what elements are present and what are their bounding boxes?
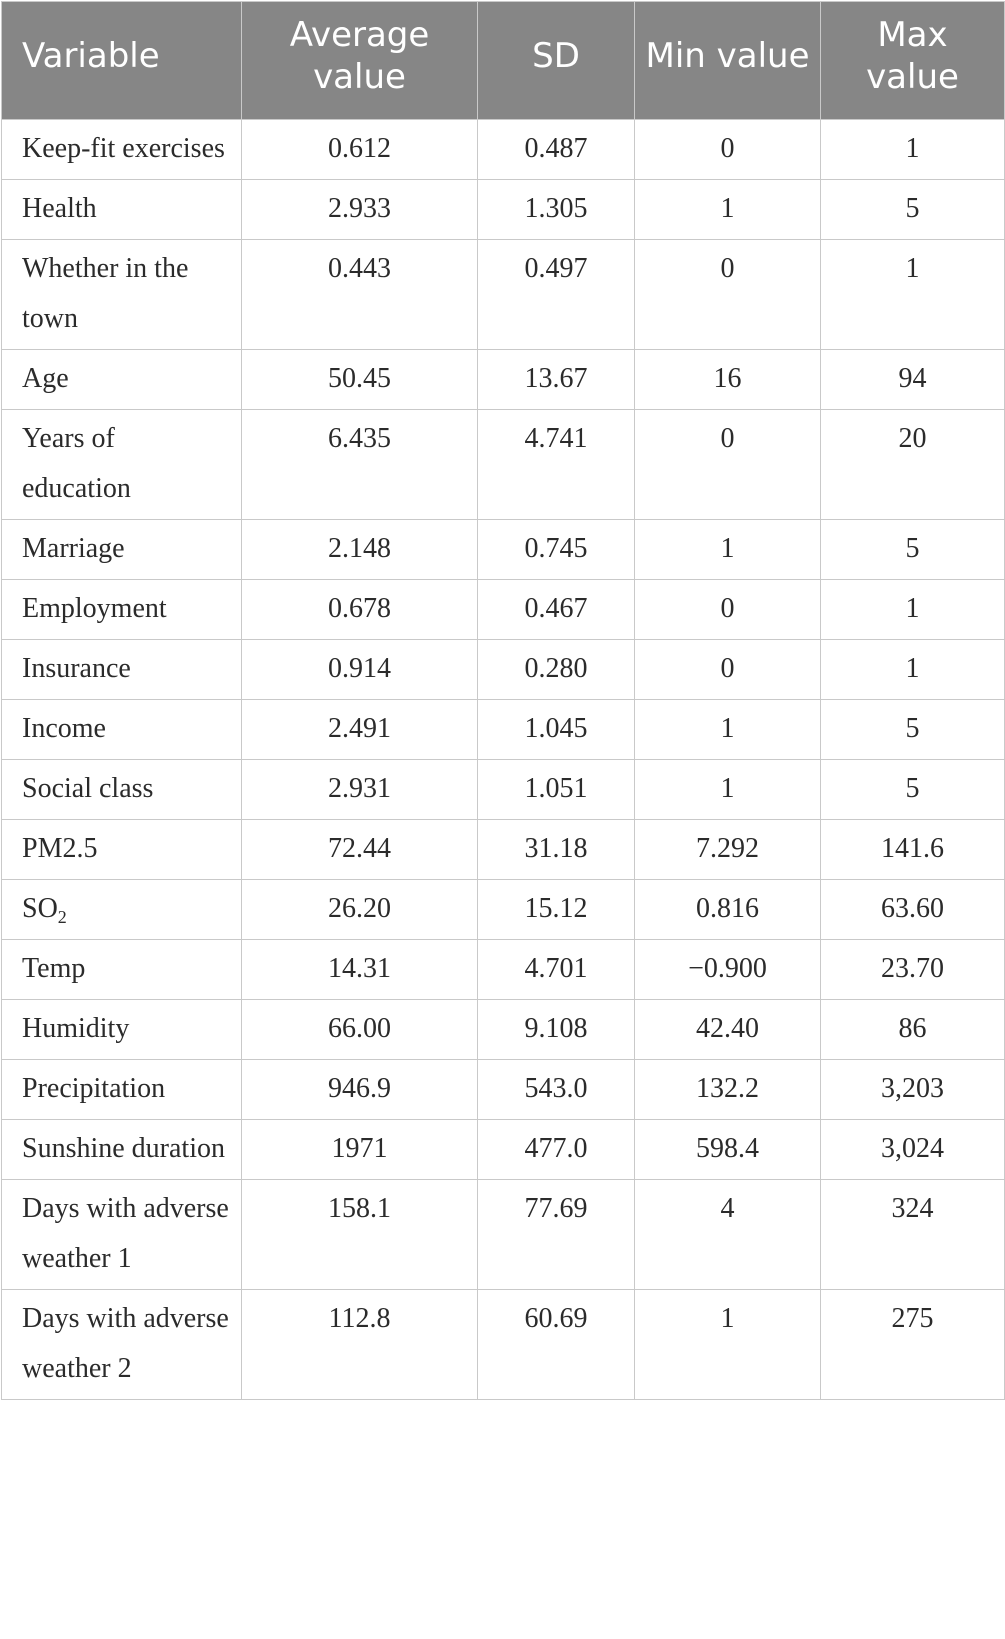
cell-sd: 1.305 — [478, 180, 635, 240]
cell-max-value: 20 — [821, 410, 1005, 520]
cell-max-value: 1 — [821, 240, 1005, 350]
cell-sd: 31.18 — [478, 820, 635, 880]
cell-average-value: 14.31 — [242, 940, 478, 1000]
cell-variable: Marriage — [2, 520, 242, 580]
header-min-value: Min value — [635, 2, 821, 120]
table-row — [2, 700, 1005, 760]
cell-min-value: 1 — [635, 760, 821, 820]
cell-max-value: 275 — [821, 1290, 1005, 1400]
cell-min-value: 16 — [635, 350, 821, 410]
variable-label: SO — [22, 893, 58, 924]
table-row — [2, 520, 1005, 580]
table-body — [2, 120, 1005, 1400]
cell-average-value: 0.678 — [242, 580, 478, 640]
cell-min-value: 1 — [635, 1290, 821, 1400]
cell-max-value: 324 — [821, 1180, 1005, 1290]
table-row — [2, 1290, 1005, 1400]
cell-variable: Temp — [2, 940, 242, 1000]
cell-variable: Age — [2, 350, 242, 410]
cell-min-value: 42.40 — [635, 1000, 821, 1060]
cell-max-value: 5 — [821, 180, 1005, 240]
header-sd: SD — [478, 2, 635, 120]
cell-min-value: 7.292 — [635, 820, 821, 880]
cell-variable: Days with adverse weather 1 — [2, 1180, 242, 1290]
cell-max-value: 3,203 — [821, 1060, 1005, 1120]
cell-min-value: 598.4 — [635, 1120, 821, 1180]
cell-average-value: 2.931 — [242, 760, 478, 820]
cell-max-value: 3,024 — [821, 1120, 1005, 1180]
cell-sd: 1.045 — [478, 700, 635, 760]
cell-average-value: 1971 — [242, 1120, 478, 1180]
cell-max-value: 23.70 — [821, 940, 1005, 1000]
cell-min-value: 1 — [635, 180, 821, 240]
table-row — [2, 1000, 1005, 1060]
cell-min-value: 132.2 — [635, 1060, 821, 1120]
cell-min-value: −0.900 — [635, 940, 821, 1000]
cell-average-value: 2.933 — [242, 180, 478, 240]
cell-variable: Keep-fit exercises — [2, 120, 242, 180]
cell-variable: Social class — [2, 760, 242, 820]
cell-average-value: 50.45 — [242, 350, 478, 410]
cell-max-value: 5 — [821, 520, 1005, 580]
cell-sd: 1.051 — [478, 760, 635, 820]
cell-variable: Precipitation — [2, 1060, 242, 1120]
cell-sd: 0.280 — [478, 640, 635, 700]
header-max-value: Max value — [821, 2, 1005, 120]
cell-average-value: 6.435 — [242, 410, 478, 520]
cell-variable: Days with adverse weather 2 — [2, 1290, 242, 1400]
cell-variable: Health — [2, 180, 242, 240]
cell-min-value: 0 — [635, 410, 821, 520]
variable-subscript: 2 — [57, 907, 67, 927]
table-row — [2, 1060, 1005, 1120]
cell-min-value: 1 — [635, 700, 821, 760]
cell-min-value: 0 — [635, 120, 821, 180]
cell-average-value: 2.491 — [242, 700, 478, 760]
cell-average-value: 112.8 — [242, 1290, 478, 1400]
cell-average-value: 158.1 — [242, 1180, 478, 1290]
cell-sd: 9.108 — [478, 1000, 635, 1060]
cell-max-value: 63.60 — [821, 880, 1005, 940]
cell-average-value: 0.612 — [242, 120, 478, 180]
cell-sd: 60.69 — [478, 1290, 635, 1400]
table-row — [2, 410, 1005, 520]
cell-sd: 0.487 — [478, 120, 635, 180]
cell-average-value: 26.20 — [242, 880, 478, 940]
cell-variable: PM2.5 — [2, 820, 242, 880]
cell-sd: 477.0 — [478, 1120, 635, 1180]
table-row — [2, 640, 1005, 700]
descriptive-statistics-table — [1, 1, 1005, 1400]
cell-min-value: 0 — [635, 640, 821, 700]
cell-max-value: 141.6 — [821, 820, 1005, 880]
table-row — [2, 1180, 1005, 1290]
table-row — [2, 880, 1005, 940]
cell-variable: Sunshine duration — [2, 1120, 242, 1180]
cell-average-value: 0.443 — [242, 240, 478, 350]
cell-sd: 77.69 — [478, 1180, 635, 1290]
table-header — [2, 2, 1005, 120]
header-variable: Variable — [2, 2, 242, 120]
table-row — [2, 760, 1005, 820]
cell-variable: Years of education — [2, 410, 242, 520]
table-row — [2, 1120, 1005, 1180]
cell-average-value: 946.9 — [242, 1060, 478, 1120]
cell-max-value: 5 — [821, 760, 1005, 820]
header-row — [2, 2, 1005, 120]
cell-sd: 0.745 — [478, 520, 635, 580]
cell-max-value: 1 — [821, 640, 1005, 700]
cell-min-value: 0 — [635, 240, 821, 350]
cell-sd: 4.701 — [478, 940, 635, 1000]
cell-variable: Insurance — [2, 640, 242, 700]
cell-variable: Humidity — [2, 1000, 242, 1060]
table-row — [2, 350, 1005, 410]
cell-average-value: 72.44 — [242, 820, 478, 880]
cell-average-value: 66.00 — [242, 1000, 478, 1060]
cell-max-value: 94 — [821, 350, 1005, 410]
table-row — [2, 240, 1005, 350]
table-row — [2, 820, 1005, 880]
table-row — [2, 180, 1005, 240]
cell-min-value: 0.816 — [635, 880, 821, 940]
cell-sd: 0.467 — [478, 580, 635, 640]
cell-min-value: 0 — [635, 580, 821, 640]
header-average-value: Average value — [242, 2, 478, 120]
cell-max-value: 1 — [821, 580, 1005, 640]
table-row — [2, 120, 1005, 180]
cell-sd: 4.741 — [478, 410, 635, 520]
cell-average-value: 0.914 — [242, 640, 478, 700]
table-row — [2, 580, 1005, 640]
cell-min-value: 1 — [635, 520, 821, 580]
cell-min-value: 4 — [635, 1180, 821, 1290]
cell-sd: 15.12 — [478, 880, 635, 940]
cell-max-value: 1 — [821, 120, 1005, 180]
cell-variable: Whether in the town — [2, 240, 242, 350]
cell-sd: 0.497 — [478, 240, 635, 350]
cell-sd: 13.67 — [478, 350, 635, 410]
cell-average-value: 2.148 — [242, 520, 478, 580]
cell-variable: Income — [2, 700, 242, 760]
cell-max-value: 5 — [821, 700, 1005, 760]
table-row — [2, 940, 1005, 1000]
cell-sd: 543.0 — [478, 1060, 635, 1120]
cell-variable — [2, 880, 242, 940]
cell-max-value: 86 — [821, 1000, 1005, 1060]
cell-variable: Employment — [2, 580, 242, 640]
